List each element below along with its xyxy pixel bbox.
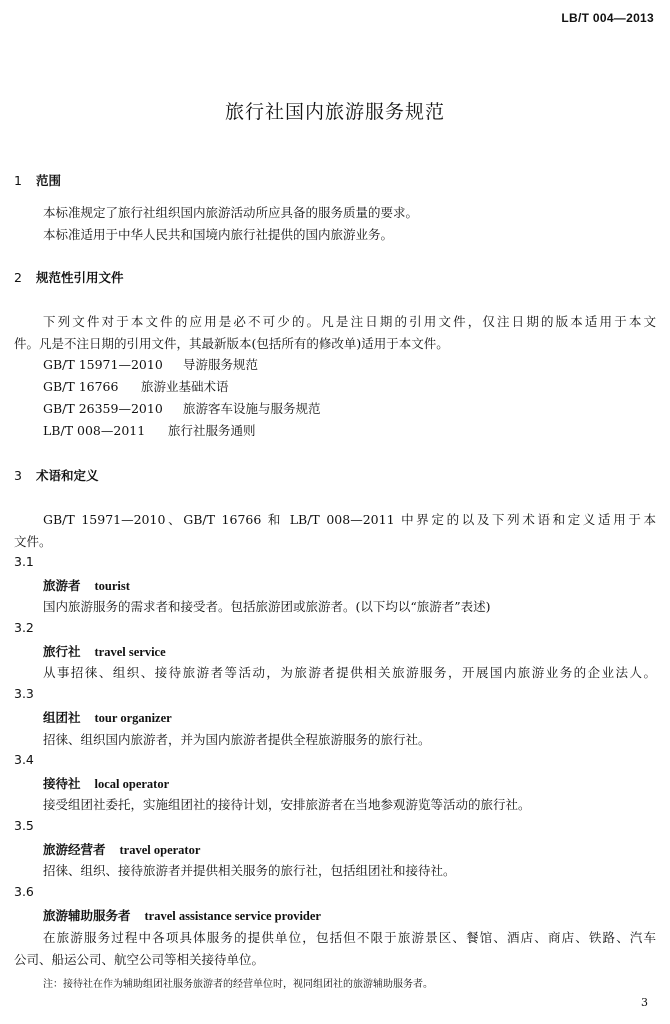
section-2-heading — [14, 268, 124, 286]
section-3-intro-line-2: 文件。 — [14, 534, 52, 549]
term-zh: 旅游辅助服务者 — [43, 908, 131, 923]
term-en: travel service — [94, 645, 166, 659]
reference-name: 旅游客车设施与服务规范 — [183, 401, 321, 416]
reference-code: GB/T 16766 — [43, 379, 119, 394]
term-zh: 接待社 — [43, 776, 81, 791]
section-1-heading — [14, 171, 61, 189]
term-zh: 旅行社 — [43, 644, 81, 659]
clause-number: 3.2 — [14, 620, 34, 635]
clause-number: 3.5 — [14, 818, 34, 833]
page-number: 3 — [641, 996, 648, 1009]
reference-item — [43, 355, 258, 375]
document-title: 旅行社国内旅游服务规范 — [224, 101, 445, 123]
term-heading — [43, 906, 321, 924]
term-definition: 招徕、组织、接待旅游者并提供相关服务的旅行社，包括组团社和接待社。 — [43, 863, 456, 878]
section-2-intro-line-2: 件。凡是不注日期的引用文件，其最新版本(包括所有的修改单)适用于本文件。 — [14, 336, 449, 351]
term-en: local operator — [94, 777, 170, 791]
reference-code: GB/T 15971—2010 — [43, 357, 163, 372]
clause-number: 3.1 — [14, 554, 34, 569]
clause-number: 3.3 — [14, 686, 34, 701]
section-3-heading — [14, 466, 99, 484]
term-definition-line-2: 公司、船运公司、航空公司等相关接待单位。 — [14, 952, 265, 967]
section-2-number: 2 — [14, 270, 22, 285]
term-heading — [43, 642, 166, 660]
section-2-title: 规范性引用文件 — [36, 270, 124, 285]
section-3-title: 术语和定义 — [36, 468, 99, 483]
section-1-para-1: 本标准规定了旅行社组织国内旅游活动所应具备的服务质量的要求。 — [43, 205, 419, 220]
term-definition: 招徕、组织国内旅游者，并为国内旅游者提供全程旅游服务的旅行社。 — [43, 732, 431, 747]
reference-code: GB/T 26359—2010 — [43, 401, 163, 416]
section-1-number: 1 — [14, 173, 22, 188]
note: 注：接待社在作为辅助组团社服务旅游者的经营单位时，视同组团社的旅游辅助服务者。 — [43, 979, 433, 990]
clause-number: 3.4 — [14, 752, 34, 767]
term-definition: 接受组团社委托，实施组团社的接待计划，安排旅游者在当地参观游览等活动的旅行社。 — [43, 797, 531, 812]
section-1-para-2: 本标准适用于中华人民共和国境内旅行社提供的国内旅游业务。 — [43, 227, 394, 242]
section-1-title: 范围 — [36, 173, 62, 188]
reference-code: LB/T 008—2011 — [43, 423, 146, 438]
clause-number: 3.6 — [14, 884, 34, 899]
term-en: tourist — [94, 579, 130, 593]
standard-code: LB/T 004—2013 — [561, 11, 654, 25]
section-3-number: 3 — [14, 468, 22, 483]
term-heading — [43, 840, 200, 858]
term-zh: 旅游经营者 — [43, 842, 106, 857]
term-en: tour organizer — [94, 711, 172, 725]
term-heading — [43, 576, 130, 594]
reference-item — [43, 421, 256, 441]
term-en: travel operator — [119, 843, 201, 857]
reference-item — [43, 377, 229, 397]
term-zh: 旅游者 — [43, 578, 81, 593]
term-zh: 组团社 — [43, 710, 81, 725]
term-heading — [43, 774, 169, 792]
section-2-intro-line-1: 下列文件对于本文件的应用是必不可少的。凡是注日期的引用文件，仅注日期的版本适用于本文 — [43, 314, 656, 329]
section-3-intro-line-1: GB/T 15971—2010、GB/T 16766 和 LB/T 008—2011 中界定的以及下列术语和定义适用于本 — [43, 512, 656, 527]
term-definition: 从事招徕、组织、接待旅游者等活动，为旅游者提供相关旅游服务，开展国内旅游业务的企业法人。 — [43, 665, 656, 680]
term-en: travel assistance service provider — [144, 909, 321, 923]
reference-name: 旅游业基础术语 — [141, 379, 229, 394]
term-heading — [43, 708, 172, 726]
term-definition: 国内旅游服务的需求者和接受者。包括旅游团或旅游者。(以下均以“旅游者”表述) — [43, 599, 491, 614]
term-definition-line-1: 在旅游服务过程中各项具体服务的提供单位，包括但不限于旅游景区、餐馆、酒店、商店、铁路、汽车 — [43, 930, 656, 945]
reference-item — [43, 399, 321, 419]
reference-name: 旅行社服务通则 — [168, 423, 256, 438]
reference-name: 导游服务规范 — [183, 357, 259, 372]
